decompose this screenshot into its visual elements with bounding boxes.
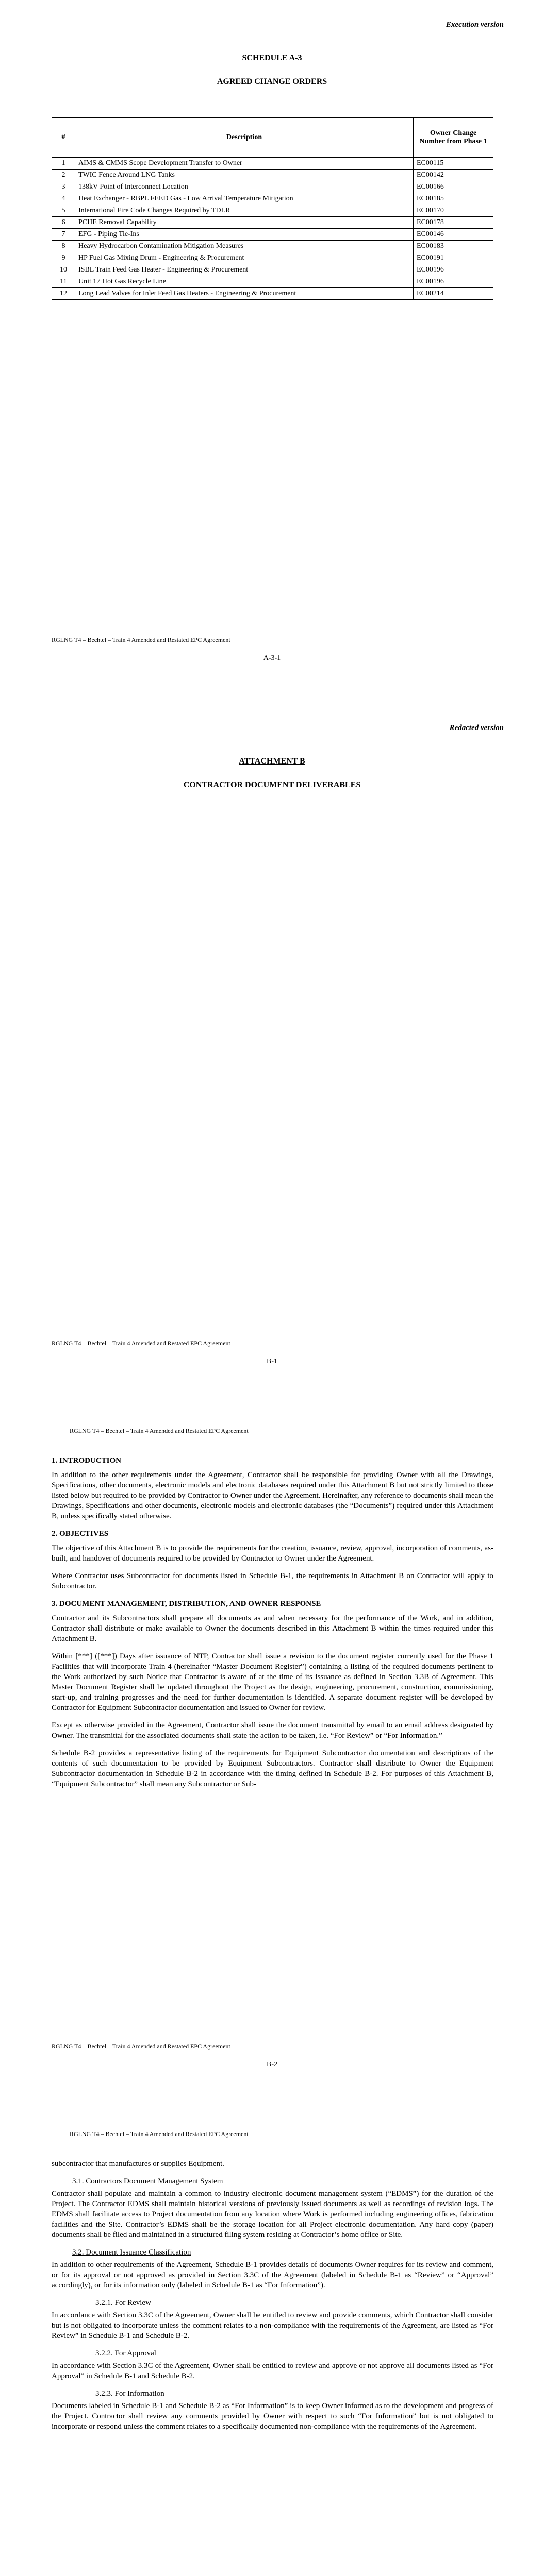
table-row <box>52 276 493 288</box>
row-change-number: EC00115 <box>414 158 493 170</box>
attachment-title: ATTACHMENT B <box>239 757 305 766</box>
continued-text: subcontractor that manufactures or supplies Equipment. <box>52 2160 224 2168</box>
row-number: 2 <box>52 170 75 181</box>
table-row <box>52 264 493 276</box>
row-description: ISBL Train Feed Gas Heater - Engineering & Procurement <box>75 264 414 276</box>
row-number: 9 <box>52 252 75 264</box>
page-number: A-3-1 <box>263 654 281 662</box>
redacted-version-label: Redacted version <box>449 724 504 732</box>
row-number: 7 <box>52 229 75 241</box>
section-1-text: In addition to the other requirements under the Agreement, Contractor shall be responsible for providing Owner with all the Drawings, Specifications, other documents, electronic models and electronic databases required under this Attachment B but not strictly limited to those listed below but required to be provided by Contractor to Owner under the Agreement. Hereinafter, any reference to documents shall mean the Drawings, Specifications and other documents, electronic models and electronic databases (the “Documents”) required under this Attachment B, unless specifically stated otherwise. <box>52 1471 493 1520</box>
row-number: 5 <box>52 205 75 217</box>
row-description: Heat Exchanger - RBPL FEED Gas - Low Arrival Temperature Mitigation <box>75 193 414 205</box>
table-row <box>52 252 493 264</box>
row-number: 11 <box>52 276 75 288</box>
row-change-number: EC00170 <box>414 205 493 217</box>
page-b-1 <box>0 703 544 1406</box>
row-change-number: EC00214 <box>414 288 493 300</box>
section-3-2-1-heading: 3.2.1. For Review <box>95 2299 151 2307</box>
row-description: AIMS & CMMS Scope Development Transfer to Owner <box>75 158 414 170</box>
schedule-subtitle: AGREED CHANGE ORDERS <box>217 77 327 86</box>
table-row <box>52 288 493 300</box>
row-change-number: EC00196 <box>414 264 493 276</box>
row-change-number: EC00142 <box>414 170 493 181</box>
attachment-subtitle: CONTRACTOR DOCUMENT DELIVERABLES <box>183 781 361 789</box>
page-number: B-1 <box>267 1358 277 1365</box>
row-number: 1 <box>52 158 75 170</box>
col-header-change-number: Owner Change Number from Phase 1 <box>414 118 493 158</box>
row-change-number: EC00185 <box>414 193 493 205</box>
row-change-number: EC00178 <box>414 217 493 229</box>
section-3-2-title: 3.2. Document Issuance Classification <box>72 2248 191 2257</box>
section-3-2-3-text: Documents labeled in Schedule B-1 and Schedule B-2 as “For Information” is to keep Owner informed as to the development and progress of the Project. Contractor shall review any comments provided by Owner with respect to such “For Information” but is not obligated to incorporate or respond unless the comment relates to a specifically documented non-compliance with the requirements of the Agreement. <box>52 2402 493 2431</box>
section-3-2-2-text: In accordance with Section 3.3C of the Agreement, Owner shall be entitled to review and approve or not approve all documents listed as “For Approval” in Schedule B-1 and Schedule B-2. <box>52 2362 493 2380</box>
schedule-title: SCHEDULE A-3 <box>242 54 302 62</box>
table-row <box>52 158 493 170</box>
row-change-number: EC00191 <box>414 252 493 264</box>
table-row <box>52 217 493 229</box>
row-description: Unit 17 Hot Gas Recycle Line <box>75 276 414 288</box>
table-row <box>52 205 493 217</box>
row-change-number: EC00196 <box>414 276 493 288</box>
page-footer-left: RGLNG T4 – Bechtel – Train 4 Amended and Restated EPC Agreement <box>52 2043 230 2050</box>
col-header-description: Description <box>75 118 414 158</box>
section-3-2-heading <box>72 2247 493 2258</box>
table-row <box>52 241 493 252</box>
section-3-2-2-heading: 3.2.2. For Approval <box>95 2349 156 2358</box>
row-number: 8 <box>52 241 75 252</box>
page-a-3-1 <box>0 0 544 703</box>
page-header-left: RGLNG T4 – Bechtel – Train 4 Amended and Restated EPC Agreement <box>70 2130 249 2138</box>
row-description: TWIC Fence Around LNG Tanks <box>75 170 414 181</box>
row-description: Long Lead Valves for Inlet Feed Gas Heaters - Engineering & Procurement <box>75 288 414 300</box>
row-change-number: EC00183 <box>414 241 493 252</box>
section-3-text-2: Within [***] ([***]) Days after issuance of NTP, Contractor shall issue a revision to the document register currently used for the Phase 1 Facilities that will incorporate Train 4 (hereinafter “Master Document Register”) containing a listing of the required documents pertinent to the Work authorized by such Notice that Contractor is aware of at the time of its issuance as defined in Section 3.3B of Agreement. This Master Document Register shall be updated throughout the Project as the design, engineering, procurement, construction, commissioning, start-up, and training progresses and the need for further documentation is identified. A separate document register will be developed by Contractor for Equipment Subcontractor documentation and issued to Owner for review. <box>52 1652 493 1712</box>
table-row <box>52 170 493 181</box>
row-number: 6 <box>52 217 75 229</box>
section-3-1-title: 3.1. Contractors Document Management System <box>72 2177 223 2185</box>
row-change-number: EC00146 <box>414 229 493 241</box>
row-change-number: EC00166 <box>414 181 493 193</box>
section-2-text-1: The objective of this Attachment B is to provide the requirements for the creation, issuance, review, approval, incorporation of comments, as-built, and handover of documents required to be provided by Contractor to Owner under the Agreement. <box>52 1544 493 1563</box>
change-orders-table <box>52 117 493 300</box>
section-3-2-1-text: In accordance with Section 3.3C of the Agreement, Owner shall be entitled to review and provide comments, which Contractor shall consider but is not obligated to incorporate unless the comment relates to a non-compliance with the requirements of the Agreement, are listed as “For Review” in Schedule B-1 and Schedule B-2. <box>52 2311 493 2340</box>
section-2-text-2: Where Contractor uses Subcontractor for documents listed in Schedule B-1, the requirements in Attachment B on Contractor will apply to Subcontractor. <box>52 1572 493 1590</box>
row-description: International Fire Code Changes Required by TDLR <box>75 205 414 217</box>
page-footer-left: RGLNG T4 – Bechtel – Train 4 Amended and Restated EPC Agreement <box>52 636 230 643</box>
section-3-2-3-heading: 3.2.3. For Information <box>95 2389 164 2398</box>
table-row <box>52 229 493 241</box>
table-row <box>52 181 493 193</box>
row-description: HP Fuel Gas Mixing Drum - Engineering & Procurement <box>75 252 414 264</box>
row-description: PCHE Removal Capability <box>75 217 414 229</box>
page-b-3 <box>0 2110 544 2576</box>
page-b-3-body <box>52 2159 493 2439</box>
page-b-2 <box>0 1406 544 2110</box>
table-header-row <box>52 118 493 158</box>
row-number: 10 <box>52 264 75 276</box>
page-number: B-2 <box>267 2061 277 2069</box>
col-header-number: # <box>52 118 75 158</box>
section-3-text-4: Schedule B-2 provides a representative listing of the requirements for Equipment Subcontractor documentation and descriptions of the contents of such documentation to be provided by Equipment Subcontractors. Contractor shall distribute to Owner the Equipment Subcontractor documentation in Schedule B-2 in accordance with the timing defined in Schedule B-2. For purposes of this Attachment B, “Equipment Subcontractor” shall mean any Subcontractor or Sub- <box>52 1749 493 1788</box>
row-description: 138kV Point of Interconnect Location <box>75 181 414 193</box>
section-3-text-1: Contractor and its Subcontractors shall prepare all documents as and when necessary for the performance of the Work, and in addition, Contractor shall distribute or make available to Owner the documents described in this Attachment B within the times required under this Attachment B. <box>52 1614 493 1643</box>
section-3-2-text: In addition to other requirements of the Agreement, Schedule B-1 provides details of documents Owner requires for its review and comment, or for its approval or not approved as provided in Section 3.3C of the Agreement (labeled in Schedule B-1 as “Review” or “Approval” accordingly), or for its information only (labeled in Schedule B-1 as “For Information”). <box>52 2261 493 2290</box>
page-footer-left: RGLNG T4 – Bechtel – Train 4 Amended and Restated EPC Agreement <box>52 1340 230 1347</box>
row-number: 4 <box>52 193 75 205</box>
page-header-left: RGLNG T4 – Bechtel – Train 4 Amended and Restated EPC Agreement <box>70 1427 249 1434</box>
row-description: Heavy Hydrocarbon Contamination Mitigation Measures <box>75 241 414 252</box>
row-number: 12 <box>52 288 75 300</box>
page-b-2-body <box>52 1455 493 1797</box>
section-3-heading: 3. DOCUMENT MANAGEMENT, DISTRIBUTION, AND OWNER RESPONSE <box>52 1600 321 1608</box>
section-3-1-heading <box>72 2176 493 2187</box>
section-2-heading: 2. OBJECTIVES <box>52 1530 109 1538</box>
row-number: 3 <box>52 181 75 193</box>
execution-version-label: Execution version <box>446 21 504 29</box>
section-3-text-3: Except as otherwise provided in the Agreement, Contractor shall issue the document transmittal by email to an email address designated by Owner. The transmittal for the associated documents shall state the action to be taken, i.e. “For Review” or “For Information.” <box>52 1721 493 1740</box>
row-description: EFG - Piping Tie-Ins <box>75 229 414 241</box>
section-3-1-text: Contractor shall populate and maintain a common to industry electronic document management system (“EDMS”) for the duration of the Project. The Contractor EDMS shall maintain historical versions of previously issued documents as well as recordings of revision logs. The EDMS shall facilitate access to Project documentation from any location where Work is performed including engineering offices, fabrication facilities and the Site. Contractor’s EDMS shall be the storage location for all Project electronic documentation. Any hard copy (paper) documents shall be filed and maintained in a structured filing system residing at Contractor’s home office or Site. <box>52 2190 493 2239</box>
table-row <box>52 193 493 205</box>
section-1-heading: 1. INTRODUCTION <box>52 1456 122 1465</box>
